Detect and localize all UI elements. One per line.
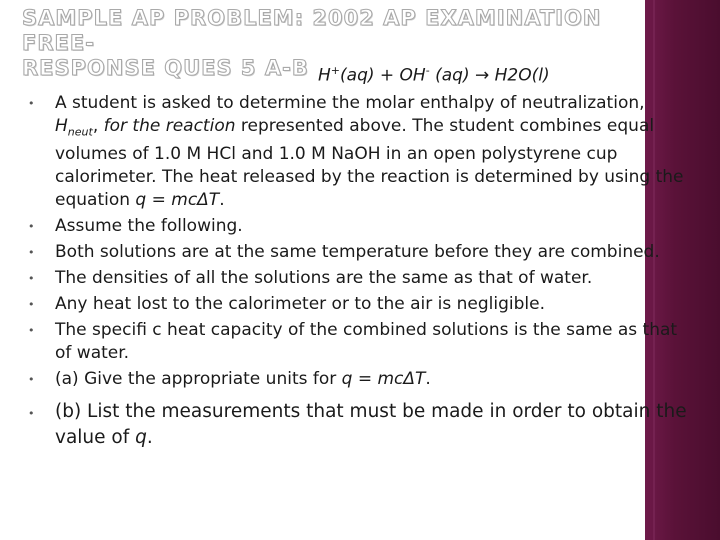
eq-h-charge: + (330, 64, 341, 77)
slide-title-line-1: SAMPLE AP PROBLEM: 2002 AP EXAMINATION FREE- (22, 6, 602, 55)
bullet-icon: • (28, 324, 35, 338)
list-item: • The specifi c heat capacity of the combined solutions is the same as that of water. (28, 320, 678, 364)
slide-title-line-2: RESPONSE QUES 5 A-B (22, 56, 309, 80)
bullet-icon: • (28, 220, 35, 234)
list-item: • A student is asked to determine the molar enthalpy of neutralization, $H_{neut}$, for the reaction represented above. The student combines equal volumes of 1.0 M HCl and 1.0 M NaOH in an open polystyrene cup calorimeter. The heat released by the reaction is determined by using the equation q = mcΔT. (28, 93, 684, 211)
eq-h-state: (aq) + (340, 65, 400, 86)
bullet-icon: • (28, 272, 35, 286)
list-item: • Assume the following. (28, 216, 243, 237)
bullet-icon: • (28, 97, 35, 110)
list-item: • Any heat lost to the calorimeter or to the air is negligible. (28, 294, 545, 315)
bullet-icon: • (28, 373, 35, 387)
bullet-list (28, 92, 693, 454)
eq-oh-charge: - (425, 64, 430, 77)
list-item: • The densities of all the solutions are the same as that of water. (28, 268, 593, 289)
eq-oh: OH (399, 65, 426, 86)
reaction-equation (318, 60, 550, 87)
list-item: • (b) List the measurements that must be made in order to obtain the value of q. (28, 401, 687, 449)
eq-h: H (318, 65, 331, 86)
bullet-icon: • (28, 298, 35, 312)
bullet-icon: • (28, 407, 35, 421)
list-item: • (a) Give the appropriate units for q = mcΔT. (28, 369, 431, 390)
bullet-icon: • (28, 246, 35, 260)
eq-oh-state: (aq) → H2O(l) (429, 65, 550, 86)
list-item: • Both solutions are at the same temperature before they are combined. (28, 242, 660, 263)
